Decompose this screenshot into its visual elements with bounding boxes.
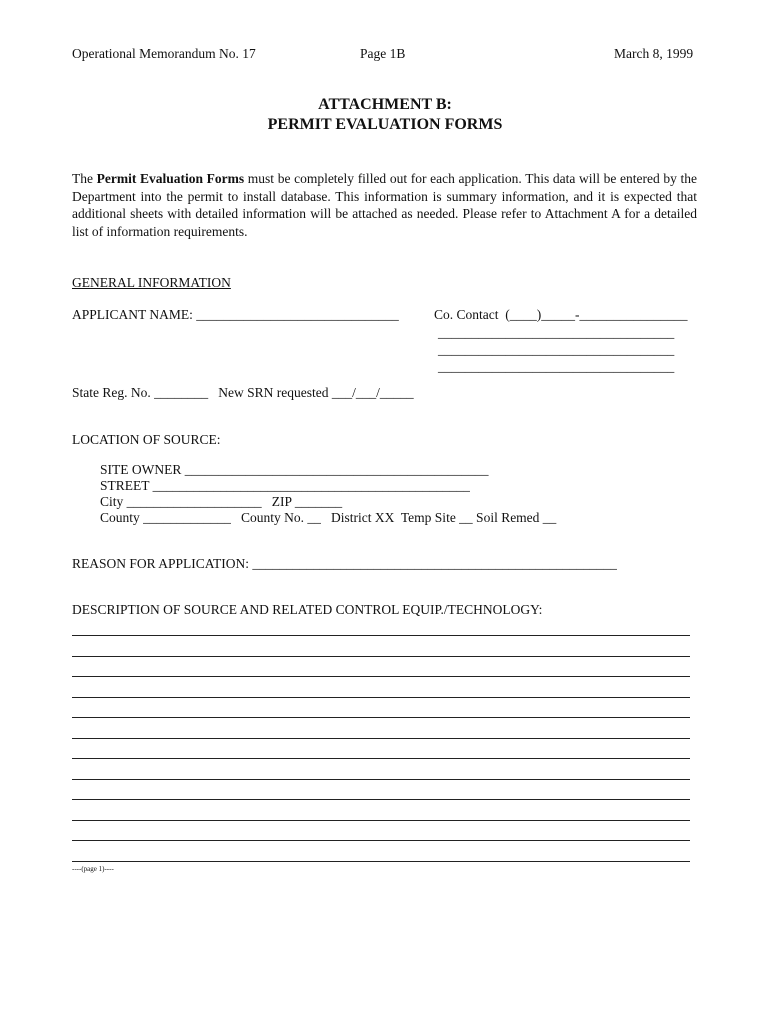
street-field[interactable]: STREET _______________________________________________	[100, 478, 470, 493]
description-line[interactable]	[72, 840, 690, 841]
city-zip-field[interactable]: City ____________________ ZIP _______	[100, 494, 343, 509]
intro-body: must be completely filled out for each application. This data will be entered by the Department into the permit to install database. This information is summary information, and it is expected that additional sheets with detailed information will be attached as needed. Please refer to Attachment A for a detailed list of information requirements.	[72, 171, 697, 239]
intro-paragraph	[72, 170, 697, 240]
header-page-number: Page 1B	[360, 46, 406, 61]
intro-prefix: The	[72, 171, 97, 186]
description-line[interactable]	[72, 656, 690, 657]
description-line[interactable]	[72, 799, 690, 800]
forms-title: PERMIT EVALUATION FORMS	[267, 116, 503, 133]
contact-line-2[interactable]: ___________________________________	[438, 325, 675, 340]
description-line[interactable]	[72, 820, 690, 821]
description-line[interactable]	[72, 717, 690, 718]
description-line[interactable]	[72, 861, 690, 862]
description-line[interactable]	[72, 697, 690, 698]
company-contact-field[interactable]: Co. Contact (____)_____-________________	[434, 307, 688, 322]
page-footer: ----(page 1)----	[72, 865, 114, 873]
applicant-name-field[interactable]: APPLICANT NAME: ______________________________	[72, 307, 399, 322]
location-heading: LOCATION OF SOURCE:	[72, 432, 221, 447]
intro-bold-term: Permit Evaluation Forms	[96, 171, 245, 186]
description-line[interactable]	[72, 758, 690, 759]
county-field[interactable]: County _____________ County No. __ District XX Temp Site __ Soil Remed __	[100, 510, 557, 525]
state-reg-field[interactable]: State Reg. No. ________ New SRN requested ___/___/_____	[72, 385, 414, 400]
reason-field[interactable]: REASON FOR APPLICATION: ______________________________________________________	[72, 556, 617, 571]
header-date: March 8, 1999	[614, 46, 694, 61]
contact-line-4[interactable]: ___________________________________	[438, 359, 675, 374]
header-memo-number: Operational Memorandum No. 17	[72, 46, 256, 61]
attachment-title: ATTACHMENT B:	[318, 96, 452, 113]
description-line[interactable]	[72, 738, 690, 739]
description-heading: DESCRIPTION OF SOURCE AND RELATED CONTROL EQUIP./TECHNOLOGY:	[72, 602, 543, 617]
general-information-heading: GENERAL INFORMATION	[72, 275, 231, 290]
site-owner-field[interactable]: SITE OWNER _____________________________________________	[100, 462, 489, 477]
description-line[interactable]	[72, 635, 690, 636]
description-line[interactable]	[72, 676, 690, 677]
description-line[interactable]	[72, 779, 690, 780]
contact-line-3[interactable]: ___________________________________	[438, 342, 675, 357]
